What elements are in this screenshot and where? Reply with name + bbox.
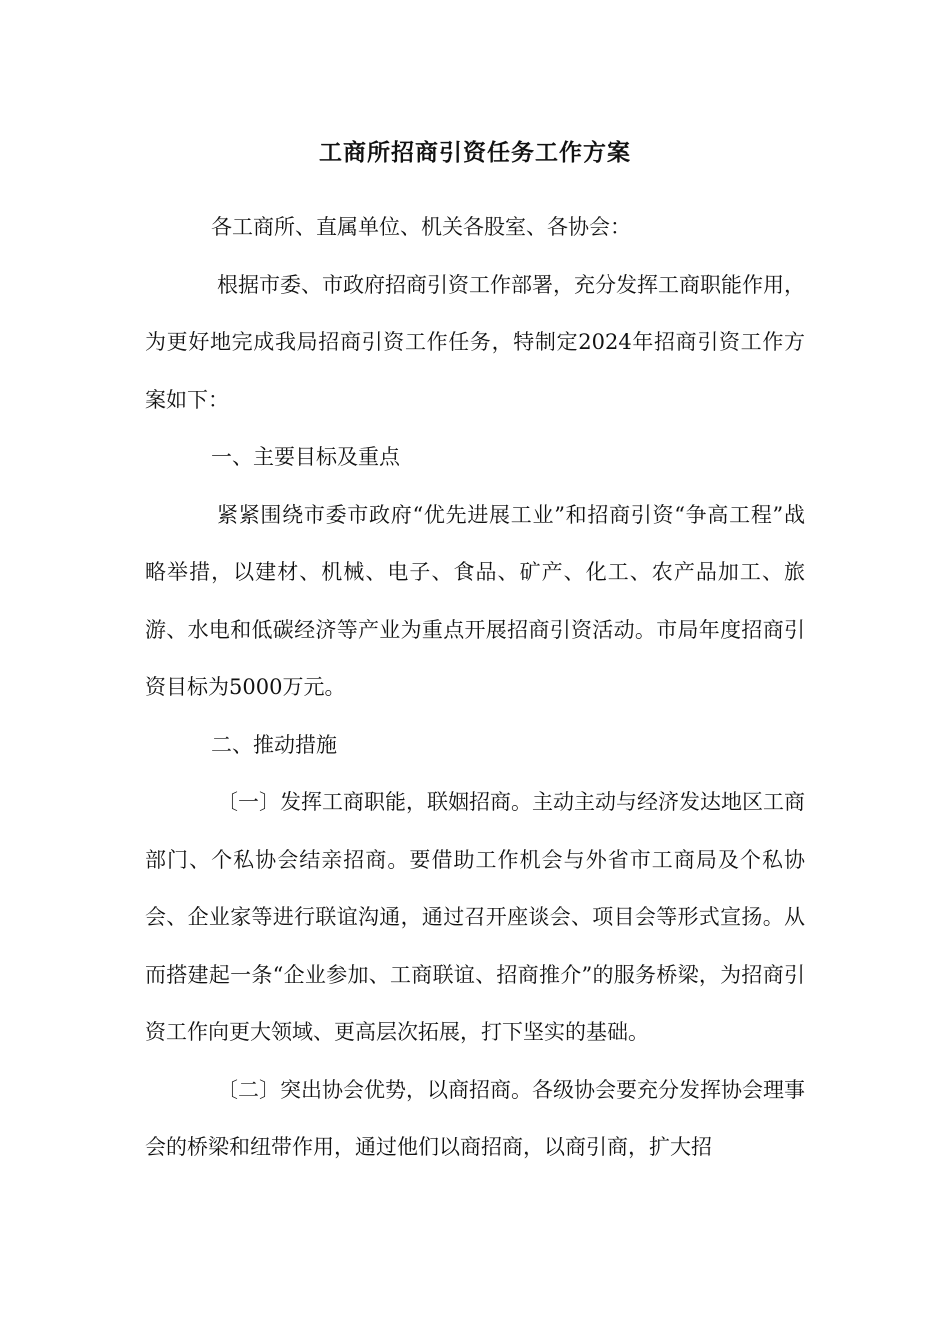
intro-paragraph: 根据市委、市政府招商引资工作部署，充分发挥工商职能作用，为更好地完成我局招商引资工作任务，特制定2024年招商引资工作方案如下： [145, 272, 805, 412]
section-heading-1: 一、主要目标及重点 [211, 445, 400, 469]
document-body [145, 199, 805, 1177]
measure-1-paragraph: 〔一〕发挥工商职能，联姻招商。主动主动与经济发达地区工商部门、个私协会结亲招商。要借助工作机会与外省市工商局及个私协会、企业家等进行联谊沟通，通过召开座谈会、项目会等形式宣扬。从而搭建起一条“企业参加、工商联谊、招商推介”的服务桥梁，为招商引资工作向更大领域、更高层次拓展，打下坚实的基础。 [145, 790, 805, 1044]
document-title: 工商所招商引资任务工作方案 [319, 139, 631, 166]
measure-2-paragraph: 〔二〕突出协会优势，以商招商。各级协会要充分发挥协会理事会的桥梁和纽带作用，通过他们以商招商，以商引商，扩大招 [145, 1077, 805, 1159]
goals-paragraph: 紧紧围绕市委市政府“优先进展工业”和招商引资“争高工程”战略举措，以建材、机械、电子、食品、矿产、化工、农产品加工、旅游、水电和低碳经济等产业为重点开展招商引资活动。市局年度招商引资目标为5000万元。 [145, 502, 805, 699]
section-heading-2: 二、推动措施 [211, 732, 337, 757]
salutation-paragraph: 各工商所、直属单位、机关各股室、各协会： [211, 215, 631, 239]
